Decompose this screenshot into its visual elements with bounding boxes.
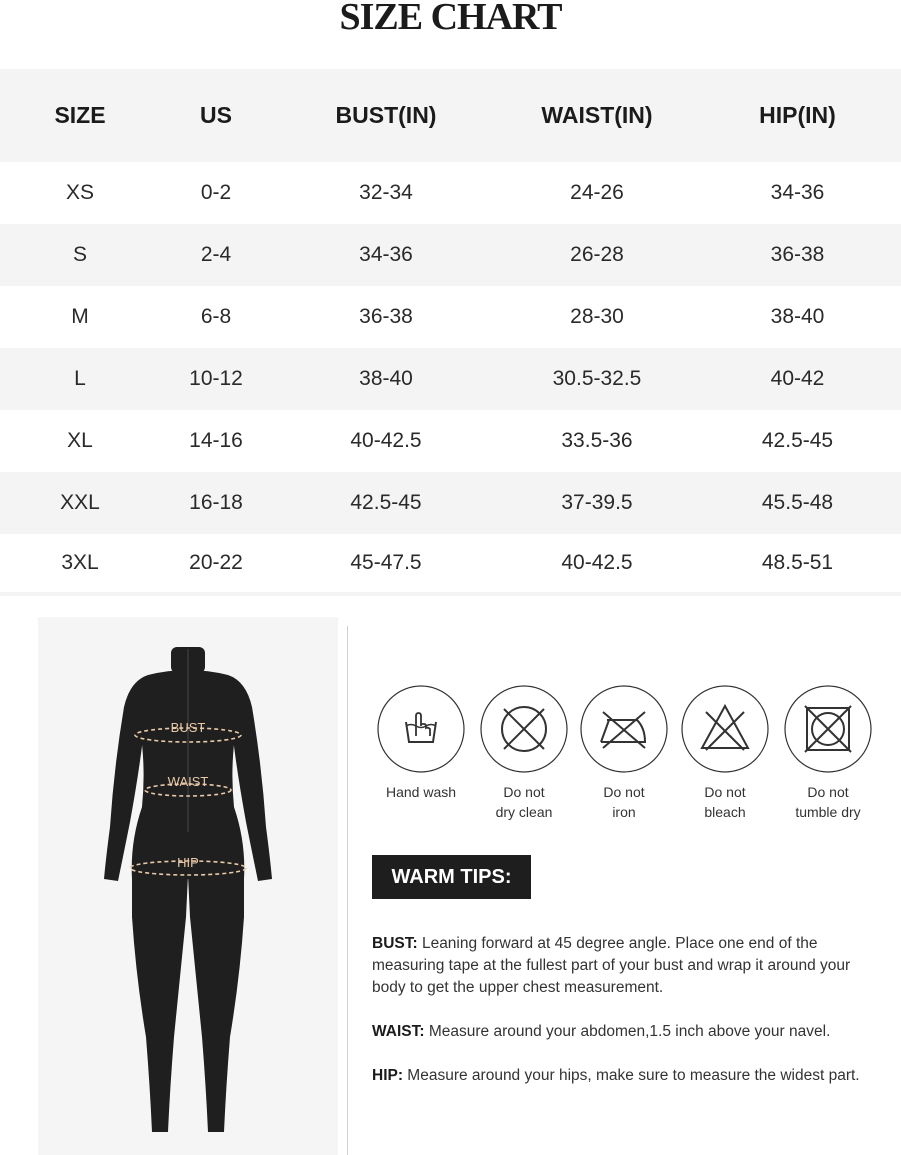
header-size: SIZE: [54, 102, 106, 128]
hand-wash-label: [366, 782, 476, 802]
model-figure-panel: [38, 617, 338, 1155]
cell-us: 0-2: [200, 181, 232, 204]
care-instructions: [372, 684, 882, 824]
care-label-line2: bleach: [704, 804, 746, 820]
care-label-line1: Hand wash: [385, 784, 457, 800]
cell-waist: 26-28: [570, 243, 624, 266]
bleach-label: [670, 782, 780, 822]
cell-hip: 38-40: [770, 305, 825, 328]
do-not-tumble-dry-icon: [783, 684, 873, 774]
care-label-line1: Do not: [503, 784, 545, 800]
care-label-line1: Do not: [704, 784, 746, 800]
table-row: [0, 472, 901, 534]
cell-size: 3XL: [61, 551, 99, 574]
cell-waist: 28-30: [570, 305, 624, 328]
jumpsuit-figure-illustration: [38, 617, 338, 1155]
header-bust: BUST(IN): [335, 102, 437, 128]
cell-bust: 32-34: [359, 181, 413, 204]
cell-us: 14-16: [189, 429, 243, 452]
table-row: [0, 224, 901, 286]
cell-bust: 45-47.5: [350, 551, 422, 574]
dry-clean-label: [469, 782, 579, 822]
panel-divider: [347, 626, 348, 1155]
do-not-dry-clean-icon: [479, 684, 569, 774]
warm-tips-badge: WARM TIPS:: [372, 855, 531, 899]
table-row: [0, 286, 901, 348]
tumble-dry-label: [773, 782, 883, 822]
tip-waist: [372, 1021, 882, 1043]
table-row: [0, 534, 901, 596]
cell-us: 16-18: [189, 491, 243, 514]
table-row: [0, 410, 901, 472]
tip-bust-text: Leaning forward at 45 degree angle. Place one end of the measuring tape at the fullest part of your bust and wrap it around your body to get the upper chest measurement.: [372, 935, 851, 996]
tip-bust: [372, 933, 882, 999]
do-not-bleach-icon: [680, 684, 770, 774]
cell-waist: 37-39.5: [561, 491, 633, 514]
table-row: [0, 348, 901, 410]
header-waist: WAIST(IN): [541, 102, 653, 128]
care-item-hand-wash: [366, 684, 476, 802]
care-item-tumble-dry: [773, 684, 883, 822]
cell-bust: 36-38: [359, 305, 413, 328]
care-item-iron: [569, 684, 679, 822]
care-label-line2: iron: [612, 804, 636, 820]
cell-hip: 48.5-51: [761, 551, 834, 574]
care-item-dry-clean: [469, 684, 579, 822]
cell-waist: 40-42.5: [561, 551, 633, 574]
cell-hip: 42.5-45: [761, 429, 834, 452]
cell-size: M: [71, 305, 89, 328]
table-header-row: [0, 69, 901, 162]
warm-tips-text: [372, 933, 882, 1109]
cell-size: XL: [67, 429, 93, 452]
header-us: US: [200, 102, 232, 128]
page-title: SIZE CHART: [339, 0, 562, 38]
do-not-iron-icon: [579, 684, 669, 774]
cell-us: 20-22: [189, 551, 243, 574]
cell-hip: 34-36: [770, 181, 825, 204]
tip-hip-label: HIP:: [372, 1067, 403, 1084]
table-row: [0, 162, 901, 224]
tip-bust-label: BUST:: [372, 935, 418, 952]
care-label-line1: Do not: [603, 784, 645, 800]
iron-label: [569, 782, 679, 822]
cell-hip: 36-38: [770, 243, 825, 266]
cell-us: 6-8: [200, 305, 232, 328]
cell-bust: 40-42.5: [350, 429, 422, 452]
hip-label: HIP: [177, 855, 199, 870]
cell-us: 10-12: [189, 367, 243, 390]
cell-bust: 38-40: [359, 367, 413, 390]
cell-bust: 42.5-45: [350, 491, 422, 514]
tip-waist-text: Measure around your abdomen,1.5 inch above your navel.: [424, 1023, 831, 1040]
care-label-line1: Do not: [807, 784, 849, 800]
cell-size: XXL: [60, 491, 100, 514]
tip-hip: [372, 1065, 882, 1087]
cell-waist: 24-26: [570, 181, 624, 204]
cell-waist: 33.5-36: [561, 429, 633, 452]
tip-hip-text: Measure around your hips, make sure to measure the widest part.: [403, 1067, 860, 1084]
bust-label: BUST: [170, 720, 206, 735]
cell-size: XS: [65, 181, 94, 204]
cell-size: L: [74, 367, 86, 390]
cell-size: S: [72, 243, 87, 266]
tip-waist-label: WAIST:: [372, 1023, 425, 1040]
size-table: [0, 69, 901, 596]
care-item-bleach: [670, 684, 780, 822]
cell-waist: 30.5-32.5: [552, 367, 642, 390]
cell-bust: 34-36: [359, 243, 413, 266]
care-label-line2: tumble dry: [795, 804, 861, 820]
cell-us: 2-4: [200, 243, 232, 266]
care-label-line2: dry clean: [495, 804, 553, 820]
waist-label: WAIST: [167, 774, 209, 789]
cell-hip: 45.5-48: [761, 491, 834, 514]
hand-wash-icon: [376, 684, 466, 774]
cell-hip: 40-42: [770, 367, 825, 390]
header-hip: HIP(IN): [759, 102, 836, 128]
